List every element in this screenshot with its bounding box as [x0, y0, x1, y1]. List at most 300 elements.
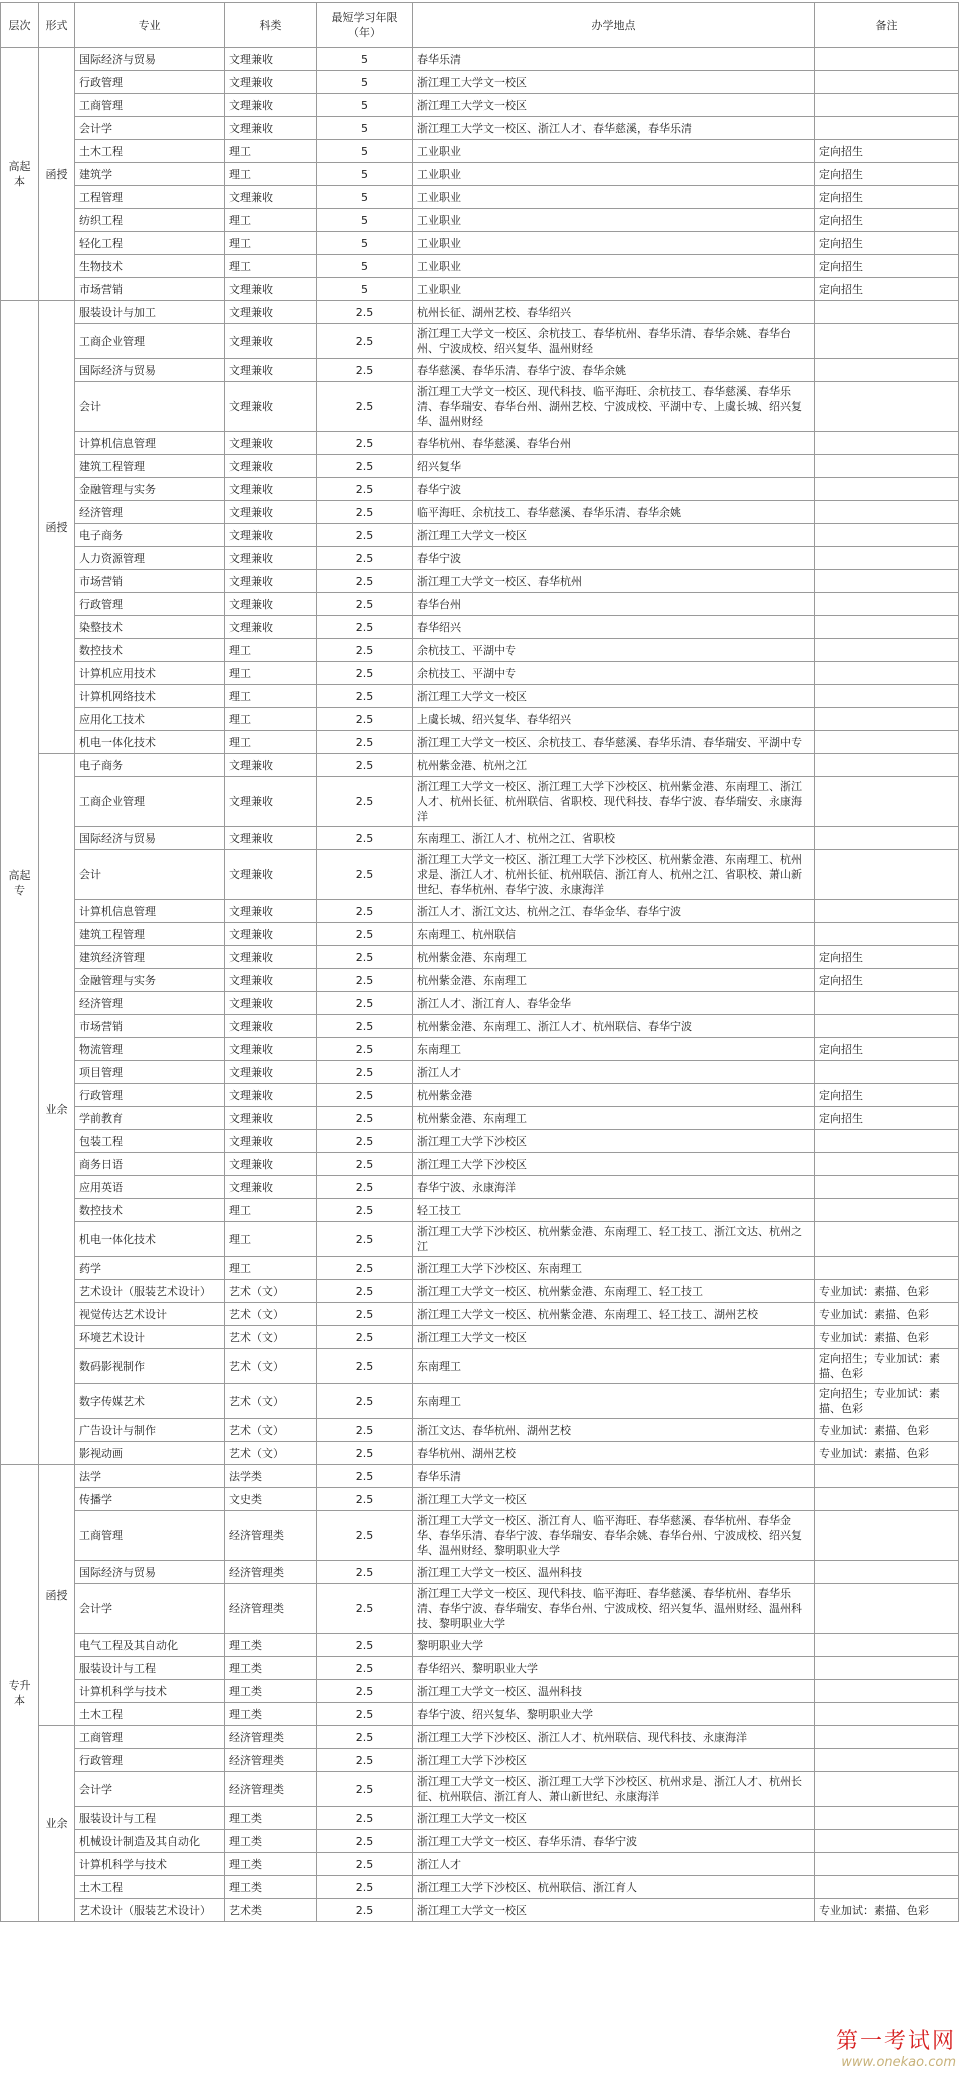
category-cell: 理工: [225, 685, 317, 708]
major-cell: 金融管理与实务: [75, 478, 225, 501]
category-cell: 文理兼收: [225, 969, 317, 992]
location-cell: 春华乐清: [413, 48, 815, 71]
table-row: [1, 1634, 959, 1657]
years-cell: 2.5: [317, 455, 413, 478]
years-cell: 2.5: [317, 1349, 413, 1384]
years-cell: 5: [317, 209, 413, 232]
table-row: [1, 1465, 959, 1488]
location-cell: 东南理工、杭州联信: [413, 923, 815, 946]
remarks-cell: [815, 1726, 959, 1749]
remarks-cell: 定向招生: [815, 946, 959, 969]
category-cell: 文理兼收: [225, 900, 317, 923]
remarks-cell: [815, 754, 959, 777]
years-cell: 2.5: [317, 1511, 413, 1561]
years-cell: 2.5: [317, 1222, 413, 1257]
location-cell: 杭州紫金港、杭州之江: [413, 754, 815, 777]
location-cell: 浙江理工大学下沙校区、东南理工: [413, 1257, 815, 1280]
remarks-cell: 定向招生: [815, 163, 959, 186]
category-cell: 艺术（文）: [225, 1384, 317, 1419]
years-cell: 2.5: [317, 754, 413, 777]
category-cell: 理工类: [225, 1807, 317, 1830]
table-row: [1, 1280, 959, 1303]
major-cell: 轻化工程: [75, 232, 225, 255]
location-cell: 浙江理工大学文一校区、春华杭州: [413, 570, 815, 593]
location-cell: 浙江理工大学下沙校区: [413, 1153, 815, 1176]
table-row: [1, 186, 959, 209]
location-cell: 浙江理工大学文一校区、杭州紫金港、东南理工、轻工技工: [413, 1280, 815, 1303]
location-cell: 黎明职业大学: [413, 1634, 815, 1657]
years-cell: 5: [317, 94, 413, 117]
years-cell: 2.5: [317, 1830, 413, 1853]
major-cell: 土木工程: [75, 1876, 225, 1899]
location-cell: 杭州紫金港: [413, 1084, 815, 1107]
years-cell: 5: [317, 140, 413, 163]
header-remarks: 备注: [815, 3, 959, 48]
location-cell: 浙江理工大学文一校区、浙江人才、春华慈溪，春华乐清: [413, 117, 815, 140]
remarks-cell: [815, 1853, 959, 1876]
years-cell: 2.5: [317, 359, 413, 382]
table-row: [1, 1657, 959, 1680]
category-cell: 文理兼收: [225, 1130, 317, 1153]
years-cell: 2.5: [317, 969, 413, 992]
remarks-cell: 定向招生: [815, 140, 959, 163]
remarks-cell: [815, 1511, 959, 1561]
years-cell: 2.5: [317, 1303, 413, 1326]
years-cell: 2.5: [317, 1807, 413, 1830]
location-cell: 工业职业: [413, 140, 815, 163]
remarks-cell: [815, 1807, 959, 1830]
table-row: [1, 524, 959, 547]
major-cell: 土木工程: [75, 1703, 225, 1726]
location-cell: 浙江理工大学文一校区: [413, 71, 815, 94]
table-row: [1, 1222, 959, 1257]
remarks-cell: [815, 478, 959, 501]
major-cell: 学前教育: [75, 1107, 225, 1130]
major-cell: 电子商务: [75, 754, 225, 777]
category-cell: 文理兼收: [225, 359, 317, 382]
location-cell: 余杭技工、平湖中专: [413, 662, 815, 685]
category-cell: 艺术（文）: [225, 1419, 317, 1442]
years-cell: 2.5: [317, 432, 413, 455]
category-cell: 文理兼收: [225, 1061, 317, 1084]
table-row: [1, 731, 959, 754]
major-cell: 国际经济与贸易: [75, 48, 225, 71]
years-cell: 2.5: [317, 639, 413, 662]
category-cell: 文理兼收: [225, 301, 317, 324]
major-cell: 工程管理: [75, 186, 225, 209]
location-cell: 浙江理工大学文一校区、浙江理工大学下沙校区、杭州紫金港、东南理工、杭州求是、浙江人才、杭州长征、杭州联信、浙江育人、杭州之江、省职校、萧山新世纪、春华杭州、春华宁波、永康海洋: [413, 850, 815, 900]
location-cell: 工业职业: [413, 209, 815, 232]
remarks-cell: [815, 359, 959, 382]
location-cell: 东南理工: [413, 1038, 815, 1061]
years-cell: 2.5: [317, 1772, 413, 1807]
location-cell: 浙江人才: [413, 1853, 815, 1876]
major-cell: 机电一体化技术: [75, 1222, 225, 1257]
category-cell: 理工: [225, 1222, 317, 1257]
remarks-cell: [815, 1199, 959, 1222]
category-cell: 艺术（文）: [225, 1280, 317, 1303]
header-category: 科类: [225, 3, 317, 48]
level-cell: 高起本: [1, 48, 39, 301]
years-cell: 2.5: [317, 1153, 413, 1176]
remarks-cell: [815, 1876, 959, 1899]
years-cell: 5: [317, 255, 413, 278]
location-cell: 浙江理工大学文一校区、余杭技工、春华慈溪、春华乐清、春华瑞安、平湖中专: [413, 731, 815, 754]
category-cell: 理工: [225, 662, 317, 685]
major-cell: 数控技术: [75, 639, 225, 662]
table-row: [1, 639, 959, 662]
location-cell: 春华乐清: [413, 1465, 815, 1488]
years-cell: 2.5: [317, 1061, 413, 1084]
location-cell: 浙江文达、春华杭州、湖州艺校: [413, 1419, 815, 1442]
location-cell: 浙江理工大学文一校区: [413, 1488, 815, 1511]
remarks-cell: [815, 616, 959, 639]
category-cell: 经济管理类: [225, 1511, 317, 1561]
years-cell: 2.5: [317, 1107, 413, 1130]
level-cell: 高起专: [1, 301, 39, 1465]
remarks-cell: [815, 777, 959, 827]
major-cell: 市场营销: [75, 278, 225, 301]
location-cell: 春华宁波、永康海洋: [413, 1176, 815, 1199]
header-major: 专业: [75, 3, 225, 48]
table-row: [1, 117, 959, 140]
category-cell: 文理兼收: [225, 946, 317, 969]
major-cell: 会计: [75, 382, 225, 432]
remarks-cell: [815, 1153, 959, 1176]
category-cell: 理工: [225, 1257, 317, 1280]
table-row: [1, 593, 959, 616]
category-cell: 文理兼收: [225, 827, 317, 850]
major-cell: 商务日语: [75, 1153, 225, 1176]
category-cell: 文理兼收: [225, 324, 317, 359]
table-row: [1, 946, 959, 969]
remarks-cell: [815, 455, 959, 478]
table-row: [1, 209, 959, 232]
table-row: [1, 94, 959, 117]
site-watermark-logo: [836, 2024, 956, 2070]
location-cell: 浙江理工大学文一校区、春华乐清、春华宁波: [413, 1830, 815, 1853]
category-cell: 理工类: [225, 1853, 317, 1876]
major-cell: 数字传媒艺术: [75, 1384, 225, 1419]
years-cell: 2.5: [317, 1419, 413, 1442]
location-cell: 杭州紫金港、东南理工: [413, 946, 815, 969]
years-cell: 5: [317, 278, 413, 301]
remarks-cell: [815, 1830, 959, 1853]
remarks-cell: [815, 570, 959, 593]
category-cell: 文理兼收: [225, 754, 317, 777]
table-row: [1, 1349, 959, 1384]
remarks-cell: [815, 850, 959, 900]
location-cell: 春华宁波、绍兴复华、黎明职业大学: [413, 1703, 815, 1726]
major-cell: 传播学: [75, 1488, 225, 1511]
category-cell: 艺术类: [225, 1899, 317, 1922]
location-cell: 浙江理工大学文一校区: [413, 1326, 815, 1349]
major-cell: 应用英语: [75, 1176, 225, 1199]
table-row: [1, 1257, 959, 1280]
years-cell: 5: [317, 163, 413, 186]
table-row: [1, 1303, 959, 1326]
category-cell: 理工: [225, 163, 317, 186]
major-cell: 广告设计与制作: [75, 1419, 225, 1442]
header-form: 形式: [39, 3, 75, 48]
location-cell: 春华绍兴、黎明职业大学: [413, 1657, 815, 1680]
years-cell: 2.5: [317, 1726, 413, 1749]
table-row: [1, 1830, 959, 1853]
major-cell: 建筑工程管理: [75, 923, 225, 946]
form-cell: 业余: [39, 1726, 75, 1922]
major-cell: 土木工程: [75, 140, 225, 163]
years-cell: 2.5: [317, 900, 413, 923]
remarks-cell: [815, 1130, 959, 1153]
years-cell: 2.5: [317, 731, 413, 754]
remarks-cell: [815, 432, 959, 455]
location-cell: 浙江人才、浙江文达、杭州之江、春华金华、春华宁波: [413, 900, 815, 923]
years-cell: 2.5: [317, 1899, 413, 1922]
location-cell: 浙江理工大学文一校区、温州科技: [413, 1561, 815, 1584]
major-cell: 数码影视制作: [75, 1349, 225, 1384]
table-row: [1, 1199, 959, 1222]
major-cell: 项目管理: [75, 1061, 225, 1084]
category-cell: 文理兼收: [225, 1015, 317, 1038]
years-cell: 2.5: [317, 1853, 413, 1876]
table-row: [1, 1807, 959, 1830]
header-location: 办学地点: [413, 3, 815, 48]
remarks-cell: [815, 593, 959, 616]
remarks-cell: 定向招生: [815, 186, 959, 209]
major-cell: 视觉传达艺术设计: [75, 1303, 225, 1326]
remarks-cell: [815, 685, 959, 708]
remarks-cell: [815, 1772, 959, 1807]
remarks-cell: 专业加试：素描、色彩: [815, 1899, 959, 1922]
category-cell: 文理兼收: [225, 478, 317, 501]
page-content: [0, 2, 958, 1922]
category-cell: 理工类: [225, 1680, 317, 1703]
table-row: [1, 1130, 959, 1153]
years-cell: 2.5: [317, 1584, 413, 1634]
years-cell: 2.5: [317, 524, 413, 547]
location-cell: 浙江理工大学文一校区: [413, 685, 815, 708]
table-row: [1, 777, 959, 827]
table-row: [1, 432, 959, 455]
years-cell: 2.5: [317, 1465, 413, 1488]
category-cell: 文理兼收: [225, 94, 317, 117]
table-row: [1, 992, 959, 1015]
years-cell: 2.5: [317, 1876, 413, 1899]
location-cell: 春华杭州、湖州艺校: [413, 1442, 815, 1465]
location-cell: 余杭技工、平湖中专: [413, 639, 815, 662]
table-row: [1, 1176, 959, 1199]
table-row: [1, 1326, 959, 1349]
remarks-cell: 定向招生: [815, 278, 959, 301]
years-cell: 2.5: [317, 1749, 413, 1772]
category-cell: 理工类: [225, 1830, 317, 1853]
remarks-cell: 定向招生；专业加试：素描、色彩: [815, 1384, 959, 1419]
years-cell: 2.5: [317, 593, 413, 616]
years-cell: 5: [317, 232, 413, 255]
remarks-cell: [815, 324, 959, 359]
table-row: [1, 455, 959, 478]
remarks-cell: [815, 501, 959, 524]
location-cell: 工业职业: [413, 278, 815, 301]
location-cell: 浙江理工大学文一校区: [413, 524, 815, 547]
major-cell: 艺术设计（服装艺术设计）: [75, 1899, 225, 1922]
form-cell: 函授: [39, 1465, 75, 1726]
category-cell: 文理兼收: [225, 186, 317, 209]
category-cell: 理工: [225, 708, 317, 731]
table-row: [1, 1107, 959, 1130]
remarks-cell: 专业加试：素描、色彩: [815, 1303, 959, 1326]
major-cell: 金融管理与实务: [75, 969, 225, 992]
remarks-cell: [815, 382, 959, 432]
table-row: [1, 1584, 959, 1634]
years-cell: 2.5: [317, 1176, 413, 1199]
location-cell: 东南理工: [413, 1349, 815, 1384]
major-cell: 机电一体化技术: [75, 731, 225, 754]
table-row: [1, 1511, 959, 1561]
major-cell: 药学: [75, 1257, 225, 1280]
major-cell: 计算机科学与技术: [75, 1853, 225, 1876]
table-row: [1, 48, 959, 71]
location-cell: 工业职业: [413, 232, 815, 255]
table-row: [1, 501, 959, 524]
location-cell: 上虞长城、绍兴复华、春华绍兴: [413, 708, 815, 731]
remarks-cell: 专业加试：素描、色彩: [815, 1442, 959, 1465]
category-cell: 文理兼收: [225, 777, 317, 827]
major-cell: 机械设计制造及其自动化: [75, 1830, 225, 1853]
years-cell: 2.5: [317, 827, 413, 850]
years-cell: 2.5: [317, 1199, 413, 1222]
location-cell: 春华宁波: [413, 478, 815, 501]
major-cell: 包装工程: [75, 1130, 225, 1153]
header-min-years: 最短学习年限（年）: [317, 3, 413, 48]
table-row: [1, 570, 959, 593]
category-cell: 文理兼收: [225, 1107, 317, 1130]
site-name: 第一考试网: [835, 2029, 956, 2054]
major-cell: 电子商务: [75, 524, 225, 547]
major-cell: 会计学: [75, 117, 225, 140]
table-row: [1, 1153, 959, 1176]
category-cell: 理工类: [225, 1634, 317, 1657]
table-row: [1, 71, 959, 94]
location-cell: 浙江理工大学文一校区、余杭技工、春华杭州、春华乐清、春华余姚、春华台州、宁波成校、绍兴复华、温州财经: [413, 324, 815, 359]
location-cell: 春华绍兴: [413, 616, 815, 639]
category-cell: 文理兼收: [225, 850, 317, 900]
remarks-cell: 专业加试：素描、色彩: [815, 1419, 959, 1442]
category-cell: 艺术（文）: [225, 1442, 317, 1465]
location-cell: 浙江理工大学文一校区、浙江理工大学下沙校区、杭州求是、浙江人才、杭州长征、杭州联信、浙江育人、萧山新世纪、永康海洋: [413, 1772, 815, 1807]
location-cell: 东南理工、浙江人才、杭州之江、省职校: [413, 827, 815, 850]
location-cell: 浙江理工大学文一校区、浙江育人、临平海旺、春华慈溪、春华杭州、春华金华、春华乐清、春华宁波、春华瑞安、春华余姚、春华台州、宁波成校、绍兴复华、温州财经、黎明职业大学: [413, 1511, 815, 1561]
category-cell: 理工: [225, 255, 317, 278]
years-cell: 2.5: [317, 1634, 413, 1657]
table-row: [1, 1038, 959, 1061]
years-cell: 2.5: [317, 382, 413, 432]
table-row: [1, 1488, 959, 1511]
remarks-cell: [815, 1561, 959, 1584]
location-cell: 绍兴复华: [413, 455, 815, 478]
location-cell: 浙江理工大学文一校区、杭州紫金港、东南理工、轻工技工、湖州艺校: [413, 1303, 815, 1326]
remarks-cell: [815, 117, 959, 140]
location-cell: 浙江理工大学下沙校区: [413, 1749, 815, 1772]
table-row: [1, 1749, 959, 1772]
remarks-cell: [815, 827, 959, 850]
category-cell: 经济管理类: [225, 1561, 317, 1584]
table-row: [1, 1726, 959, 1749]
table-body: [1, 48, 959, 1922]
table-row: [1, 1442, 959, 1465]
years-cell: 2.5: [317, 850, 413, 900]
location-cell: 浙江理工大学下沙校区、杭州紫金港、东南理工、轻工技工、浙江文达、杭州之江: [413, 1222, 815, 1257]
category-cell: 艺术（文）: [225, 1326, 317, 1349]
location-cell: 浙江理工大学下沙校区、浙江人才、杭州联信、现代科技、永康海洋: [413, 1726, 815, 1749]
category-cell: 文理兼收: [225, 432, 317, 455]
category-cell: 文理兼收: [225, 117, 317, 140]
remarks-cell: 定向招生: [815, 255, 959, 278]
category-cell: 艺术（文）: [225, 1349, 317, 1384]
major-cell: 行政管理: [75, 1084, 225, 1107]
remarks-cell: [815, 1222, 959, 1257]
table-row: [1, 301, 959, 324]
years-cell: 2.5: [317, 570, 413, 593]
location-cell: 春华杭州、春华慈溪、春华台州: [413, 432, 815, 455]
table-row: [1, 1703, 959, 1726]
years-cell: 2.5: [317, 662, 413, 685]
table-row: [1, 382, 959, 432]
major-cell: 建筑学: [75, 163, 225, 186]
remarks-cell: [815, 1584, 959, 1634]
remarks-cell: [815, 94, 959, 117]
location-cell: 工业职业: [413, 255, 815, 278]
program-table: [0, 2, 959, 1922]
table-row: [1, 1384, 959, 1419]
major-cell: 会计学: [75, 1584, 225, 1634]
major-cell: 服装设计与加工: [75, 301, 225, 324]
table-row: [1, 1772, 959, 1807]
major-cell: 国际经济与贸易: [75, 1561, 225, 1584]
table-row: [1, 900, 959, 923]
location-cell: 浙江理工大学文一校区: [413, 1807, 815, 1830]
location-cell: 工业职业: [413, 186, 815, 209]
years-cell: 2.5: [317, 1130, 413, 1153]
location-cell: 浙江理工大学文一校区、温州科技: [413, 1680, 815, 1703]
table-row: [1, 1899, 959, 1922]
major-cell: 纺织工程: [75, 209, 225, 232]
remarks-cell: [815, 1465, 959, 1488]
category-cell: 文理兼收: [225, 616, 317, 639]
category-cell: 理工: [225, 209, 317, 232]
category-cell: 文理兼收: [225, 923, 317, 946]
major-cell: 法学: [75, 1465, 225, 1488]
years-cell: 2.5: [317, 1326, 413, 1349]
years-cell: 2.5: [317, 547, 413, 570]
category-cell: 文理兼收: [225, 382, 317, 432]
remarks-cell: [815, 1703, 959, 1726]
years-cell: 2.5: [317, 1084, 413, 1107]
category-cell: 文理兼收: [225, 547, 317, 570]
category-cell: 文理兼收: [225, 1038, 317, 1061]
years-cell: 5: [317, 186, 413, 209]
level-cell: 专升本: [1, 1465, 39, 1922]
location-cell: 浙江人才、浙江育人、春华金华: [413, 992, 815, 1015]
major-cell: 工商管理: [75, 1511, 225, 1561]
remarks-cell: [815, 1680, 959, 1703]
category-cell: 经济管理类: [225, 1584, 317, 1634]
category-cell: 理工: [225, 232, 317, 255]
major-cell: 环境艺术设计: [75, 1326, 225, 1349]
remarks-cell: 定向招生；专业加试：素描、色彩: [815, 1349, 959, 1384]
location-cell: 杭州紫金港、东南理工、浙江人才、杭州联信、春华宁波: [413, 1015, 815, 1038]
years-cell: 2.5: [317, 324, 413, 359]
